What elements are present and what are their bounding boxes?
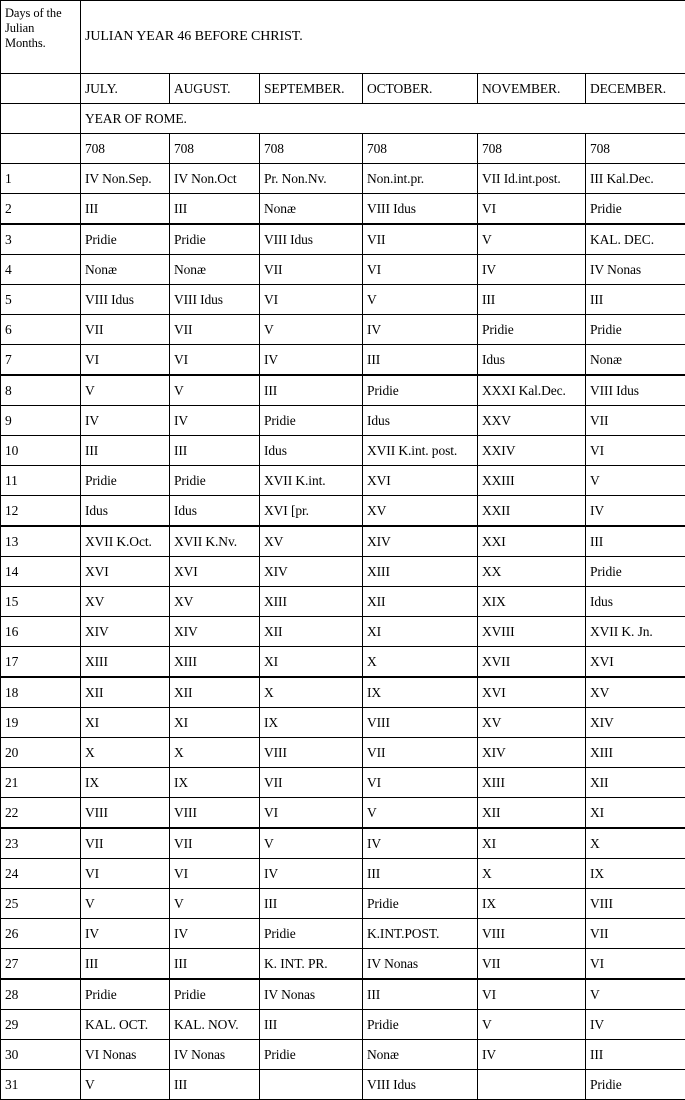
- table-row: [1, 859, 685, 889]
- table-row: [1, 164, 685, 194]
- month-header-october: OCTOBER.: [363, 74, 478, 104]
- date-cell-september: IV: [260, 859, 363, 889]
- date-cell-august: Idus: [170, 496, 260, 527]
- date-cell-august: XVII K.Nv.: [170, 526, 260, 557]
- day-number: 28: [1, 979, 81, 1010]
- date-cell-september: Nonæ: [260, 194, 363, 225]
- table-row: [1, 828, 685, 859]
- date-cell-october: III: [363, 345, 478, 376]
- date-cell-august: Pridie: [170, 466, 260, 496]
- date-cell-october: Pridie: [363, 889, 478, 919]
- date-cell-december: Idus: [586, 587, 685, 617]
- date-cell-july: XIV: [81, 617, 170, 647]
- date-cell-november: IV: [478, 255, 586, 285]
- date-cell-september: IX: [260, 708, 363, 738]
- date-cell-july: XIII: [81, 647, 170, 678]
- table-row: [1, 315, 685, 345]
- day-number: 4: [1, 255, 81, 285]
- date-cell-october: VIII: [363, 708, 478, 738]
- date-cell-september: III: [260, 375, 363, 406]
- day-number: 29: [1, 1010, 81, 1040]
- table-row: [1, 617, 685, 647]
- date-cell-september: X: [260, 677, 363, 708]
- table-row: [1, 285, 685, 315]
- date-cell-july: III: [81, 194, 170, 225]
- date-cell-august: VII: [170, 315, 260, 345]
- date-cell-august: X: [170, 738, 260, 768]
- date-cell-september: VII: [260, 255, 363, 285]
- date-cell-july: IV: [81, 919, 170, 949]
- date-cell-november: XXI: [478, 526, 586, 557]
- month-header-july: JULY.: [81, 74, 170, 104]
- table-row: [1, 768, 685, 798]
- table-row: [1, 224, 685, 255]
- day-number: 27: [1, 949, 81, 980]
- date-cell-december: IV: [586, 496, 685, 527]
- date-cell-november: III: [478, 285, 586, 315]
- day-number: 22: [1, 798, 81, 829]
- date-cell-december: Pridie: [586, 315, 685, 345]
- date-cell-august: III: [170, 436, 260, 466]
- date-cell-september: IV: [260, 345, 363, 376]
- table-row: [1, 1010, 685, 1040]
- date-cell-july: VII: [81, 828, 170, 859]
- year-value-december: 708: [586, 134, 685, 164]
- date-cell-july: VI: [81, 345, 170, 376]
- day-number: 16: [1, 617, 81, 647]
- date-cell-july: VII: [81, 315, 170, 345]
- date-cell-december: Nonæ: [586, 345, 685, 376]
- table-row: [1, 708, 685, 738]
- date-cell-october: X: [363, 647, 478, 678]
- table-title: JULIAN YEAR 46 BEFORE CHRIST.: [81, 1, 685, 74]
- date-cell-november: VI: [478, 979, 586, 1010]
- date-cell-october: III: [363, 859, 478, 889]
- day-number: 31: [1, 1070, 81, 1100]
- date-cell-november: IX: [478, 889, 586, 919]
- date-cell-december: VIII Idus: [586, 375, 685, 406]
- day-number: 2: [1, 194, 81, 225]
- year-of-rome-label: YEAR OF ROME.: [81, 104, 685, 134]
- year-of-rome-label-row: [1, 104, 685, 134]
- date-cell-august: V: [170, 375, 260, 406]
- table-row: [1, 949, 685, 980]
- date-cell-july: XII: [81, 677, 170, 708]
- table-row: [1, 345, 685, 376]
- date-cell-december: III: [586, 1040, 685, 1070]
- date-cell-july: Pridie: [81, 224, 170, 255]
- date-cell-november: VII Id.int.post.: [478, 164, 586, 194]
- date-cell-july: III: [81, 949, 170, 980]
- date-cell-august: XI: [170, 708, 260, 738]
- date-cell-november: VIII: [478, 919, 586, 949]
- date-cell-august: III: [170, 949, 260, 980]
- date-cell-july: KAL. OCT.: [81, 1010, 170, 1040]
- day-number: 19: [1, 708, 81, 738]
- day-number: 24: [1, 859, 81, 889]
- month-header-september: SEPTEMBER.: [260, 74, 363, 104]
- day-number: 9: [1, 406, 81, 436]
- date-cell-july: III: [81, 436, 170, 466]
- table-row: [1, 406, 685, 436]
- date-cell-october: Idus: [363, 406, 478, 436]
- date-cell-july: VI: [81, 859, 170, 889]
- table-row: [1, 255, 685, 285]
- date-cell-november: VII: [478, 949, 586, 980]
- date-cell-december: X: [586, 828, 685, 859]
- date-cell-november: X: [478, 859, 586, 889]
- date-cell-december: VI: [586, 949, 685, 980]
- date-cell-october: VIII Idus: [363, 194, 478, 225]
- year-value-october: 708: [363, 134, 478, 164]
- table-row: [1, 677, 685, 708]
- date-cell-december: XIV: [586, 708, 685, 738]
- date-cell-october: Pridie: [363, 1010, 478, 1040]
- year-value-november: 708: [478, 134, 586, 164]
- day-number: 18: [1, 677, 81, 708]
- date-cell-december: III: [586, 285, 685, 315]
- day-number: 1: [1, 164, 81, 194]
- date-cell-november: XI: [478, 828, 586, 859]
- date-cell-november: V: [478, 224, 586, 255]
- date-cell-july: IX: [81, 768, 170, 798]
- day-number: 26: [1, 919, 81, 949]
- date-cell-november: XX: [478, 557, 586, 587]
- date-cell-november: [478, 1070, 586, 1100]
- date-cell-november: XIV: [478, 738, 586, 768]
- month-header-november: NOVEMBER.: [478, 74, 586, 104]
- date-cell-september: Idus: [260, 436, 363, 466]
- date-cell-august: IV: [170, 919, 260, 949]
- date-cell-december: XII: [586, 768, 685, 798]
- date-cell-october: IV Nonas: [363, 949, 478, 980]
- date-cell-september: V: [260, 828, 363, 859]
- day-number: 12: [1, 496, 81, 527]
- date-cell-august: VI: [170, 345, 260, 376]
- date-cell-october: XV: [363, 496, 478, 527]
- date-cell-november: XXIII: [478, 466, 586, 496]
- date-cell-september: [260, 1070, 363, 1100]
- date-cell-september: V: [260, 315, 363, 345]
- date-cell-december: XVI: [586, 647, 685, 678]
- date-cell-december: Pridie: [586, 557, 685, 587]
- table-row: [1, 557, 685, 587]
- date-cell-july: V: [81, 375, 170, 406]
- date-cell-august: XV: [170, 587, 260, 617]
- date-cell-july: VIII: [81, 798, 170, 829]
- date-cell-december: III: [586, 526, 685, 557]
- date-cell-september: VIII: [260, 738, 363, 768]
- day-number: 6: [1, 315, 81, 345]
- date-cell-august: IX: [170, 768, 260, 798]
- month-header-row: [1, 74, 685, 104]
- table-row: [1, 466, 685, 496]
- date-cell-august: Nonæ: [170, 255, 260, 285]
- date-cell-november: XIX: [478, 587, 586, 617]
- date-cell-december: Pridie: [586, 194, 685, 225]
- day-number: 11: [1, 466, 81, 496]
- date-cell-october: XII: [363, 587, 478, 617]
- date-cell-september: XVII K.int.: [260, 466, 363, 496]
- date-cell-october: VII: [363, 224, 478, 255]
- table-row: [1, 979, 685, 1010]
- date-cell-december: V: [586, 979, 685, 1010]
- day-number: 15: [1, 587, 81, 617]
- date-cell-july: VI Nonas: [81, 1040, 170, 1070]
- date-cell-august: IV Nonas: [170, 1040, 260, 1070]
- table-row: [1, 889, 685, 919]
- date-cell-september: XIV: [260, 557, 363, 587]
- date-cell-august: XIV: [170, 617, 260, 647]
- table-row: [1, 798, 685, 829]
- date-cell-july: V: [81, 1070, 170, 1100]
- day-number: 21: [1, 768, 81, 798]
- date-cell-august: VII: [170, 828, 260, 859]
- day-number: 17: [1, 647, 81, 678]
- date-cell-november: XII: [478, 798, 586, 829]
- date-cell-august: Pridie: [170, 979, 260, 1010]
- day-number: 30: [1, 1040, 81, 1070]
- date-cell-december: XV: [586, 677, 685, 708]
- date-cell-august: Pridie: [170, 224, 260, 255]
- date-cell-october: VI: [363, 255, 478, 285]
- date-cell-november: XXIV: [478, 436, 586, 466]
- date-cell-august: KAL. NOV.: [170, 1010, 260, 1040]
- date-cell-november: XVII: [478, 647, 586, 678]
- date-cell-august: XVI: [170, 557, 260, 587]
- date-cell-october: Non.int.pr.: [363, 164, 478, 194]
- date-cell-september: XIII: [260, 587, 363, 617]
- date-cell-october: VIII Idus: [363, 1070, 478, 1100]
- date-cell-september: Pr. Non.Nv.: [260, 164, 363, 194]
- date-cell-september: Pridie: [260, 406, 363, 436]
- table-row: [1, 647, 685, 678]
- date-cell-november: XIII: [478, 768, 586, 798]
- date-cell-september: XII: [260, 617, 363, 647]
- day-number: 7: [1, 345, 81, 376]
- year-value-september: 708: [260, 134, 363, 164]
- table-row: [1, 496, 685, 527]
- year-label-empty: [1, 104, 81, 134]
- date-cell-october: IX: [363, 677, 478, 708]
- date-cell-december: V: [586, 466, 685, 496]
- date-cell-november: XXV: [478, 406, 586, 436]
- table-row: [1, 194, 685, 225]
- date-cell-december: XI: [586, 798, 685, 829]
- date-cell-november: XVIII: [478, 617, 586, 647]
- date-cell-july: IV: [81, 406, 170, 436]
- date-cell-september: VI: [260, 285, 363, 315]
- day-number: 3: [1, 224, 81, 255]
- date-cell-august: IV: [170, 406, 260, 436]
- date-cell-august: VIII Idus: [170, 285, 260, 315]
- date-cell-july: XI: [81, 708, 170, 738]
- date-cell-december: IV: [586, 1010, 685, 1040]
- year-values-row: [1, 134, 685, 164]
- table-row: [1, 738, 685, 768]
- corner-header: Days of the Julian Months.: [1, 1, 81, 74]
- day-number: 13: [1, 526, 81, 557]
- date-cell-september: Pridie: [260, 1040, 363, 1070]
- year-value-july: 708: [81, 134, 170, 164]
- date-cell-november: IV: [478, 1040, 586, 1070]
- date-cell-august: V: [170, 889, 260, 919]
- date-cell-october: XI: [363, 617, 478, 647]
- date-cell-august: VIII: [170, 798, 260, 829]
- date-cell-october: XIV: [363, 526, 478, 557]
- date-cell-december: III Kal.Dec.: [586, 164, 685, 194]
- day-number: 10: [1, 436, 81, 466]
- date-cell-september: XVI [pr.: [260, 496, 363, 527]
- day-number: 23: [1, 828, 81, 859]
- table-row: [1, 1040, 685, 1070]
- date-cell-august: III: [170, 1070, 260, 1100]
- title-row: [1, 1, 685, 74]
- date-cell-december: VIII: [586, 889, 685, 919]
- date-cell-september: XI: [260, 647, 363, 678]
- table-row: [1, 1070, 685, 1100]
- table-row: [1, 436, 685, 466]
- date-cell-july: Nonæ: [81, 255, 170, 285]
- date-cell-december: IX: [586, 859, 685, 889]
- table-row: [1, 587, 685, 617]
- date-cell-september: IV Nonas: [260, 979, 363, 1010]
- date-cell-october: V: [363, 798, 478, 829]
- date-cell-july: IV Non.Sep.: [81, 164, 170, 194]
- date-cell-november: XV: [478, 708, 586, 738]
- date-cell-october: III: [363, 979, 478, 1010]
- date-cell-october: VII: [363, 738, 478, 768]
- day-number: 14: [1, 557, 81, 587]
- day-number: 25: [1, 889, 81, 919]
- date-cell-december: XVII K. Jn.: [586, 617, 685, 647]
- date-cell-october: XVII K.int. post.: [363, 436, 478, 466]
- date-cell-november: XVI: [478, 677, 586, 708]
- date-cell-december: Pridie: [586, 1070, 685, 1100]
- date-cell-august: XII: [170, 677, 260, 708]
- date-cell-september: K. INT. PR.: [260, 949, 363, 980]
- year-value-august: 708: [170, 134, 260, 164]
- date-cell-october: V: [363, 285, 478, 315]
- date-cell-november: Pridie: [478, 315, 586, 345]
- date-cell-july: Pridie: [81, 979, 170, 1010]
- month-header-empty: [1, 74, 81, 104]
- date-cell-july: Pridie: [81, 466, 170, 496]
- date-cell-november: XXXI Kal.Dec.: [478, 375, 586, 406]
- date-cell-july: V: [81, 889, 170, 919]
- date-cell-july: X: [81, 738, 170, 768]
- date-cell-october: IV: [363, 315, 478, 345]
- date-cell-november: Idus: [478, 345, 586, 376]
- date-cell-september: Pridie: [260, 919, 363, 949]
- date-cell-october: K.INT.POST.: [363, 919, 478, 949]
- date-cell-august: III: [170, 194, 260, 225]
- date-cell-september: VIII Idus: [260, 224, 363, 255]
- date-cell-september: VI: [260, 798, 363, 829]
- date-cell-november: V: [478, 1010, 586, 1040]
- date-cell-october: IV: [363, 828, 478, 859]
- date-cell-july: XV: [81, 587, 170, 617]
- date-cell-september: III: [260, 889, 363, 919]
- calendar-body: [1, 1, 685, 1100]
- date-cell-september: VII: [260, 768, 363, 798]
- date-cell-july: XVI: [81, 557, 170, 587]
- date-cell-july: XVII K.Oct.: [81, 526, 170, 557]
- day-number: 8: [1, 375, 81, 406]
- date-cell-december: VI: [586, 436, 685, 466]
- date-cell-december: KAL. DEC.: [586, 224, 685, 255]
- date-cell-october: Nonæ: [363, 1040, 478, 1070]
- date-cell-august: IV Non.Oct: [170, 164, 260, 194]
- date-cell-december: VII: [586, 919, 685, 949]
- date-cell-october: XVI: [363, 466, 478, 496]
- month-header-december: DECEMBER.: [586, 74, 685, 104]
- month-header-august: AUGUST.: [170, 74, 260, 104]
- date-cell-december: IV Nonas: [586, 255, 685, 285]
- date-cell-august: VI: [170, 859, 260, 889]
- date-cell-november: XXII: [478, 496, 586, 527]
- date-cell-october: VI: [363, 768, 478, 798]
- date-cell-december: XIII: [586, 738, 685, 768]
- table-row: [1, 375, 685, 406]
- date-cell-august: XIII: [170, 647, 260, 678]
- day-number: 20: [1, 738, 81, 768]
- date-cell-september: III: [260, 1010, 363, 1040]
- date-cell-september: XV: [260, 526, 363, 557]
- table-row: [1, 526, 685, 557]
- date-cell-july: VIII Idus: [81, 285, 170, 315]
- date-cell-october: XIII: [363, 557, 478, 587]
- date-cell-november: VI: [478, 194, 586, 225]
- date-cell-july: Idus: [81, 496, 170, 527]
- year-values-empty: [1, 134, 81, 164]
- date-cell-december: VII: [586, 406, 685, 436]
- date-cell-october: Pridie: [363, 375, 478, 406]
- day-number: 5: [1, 285, 81, 315]
- table-row: [1, 919, 685, 949]
